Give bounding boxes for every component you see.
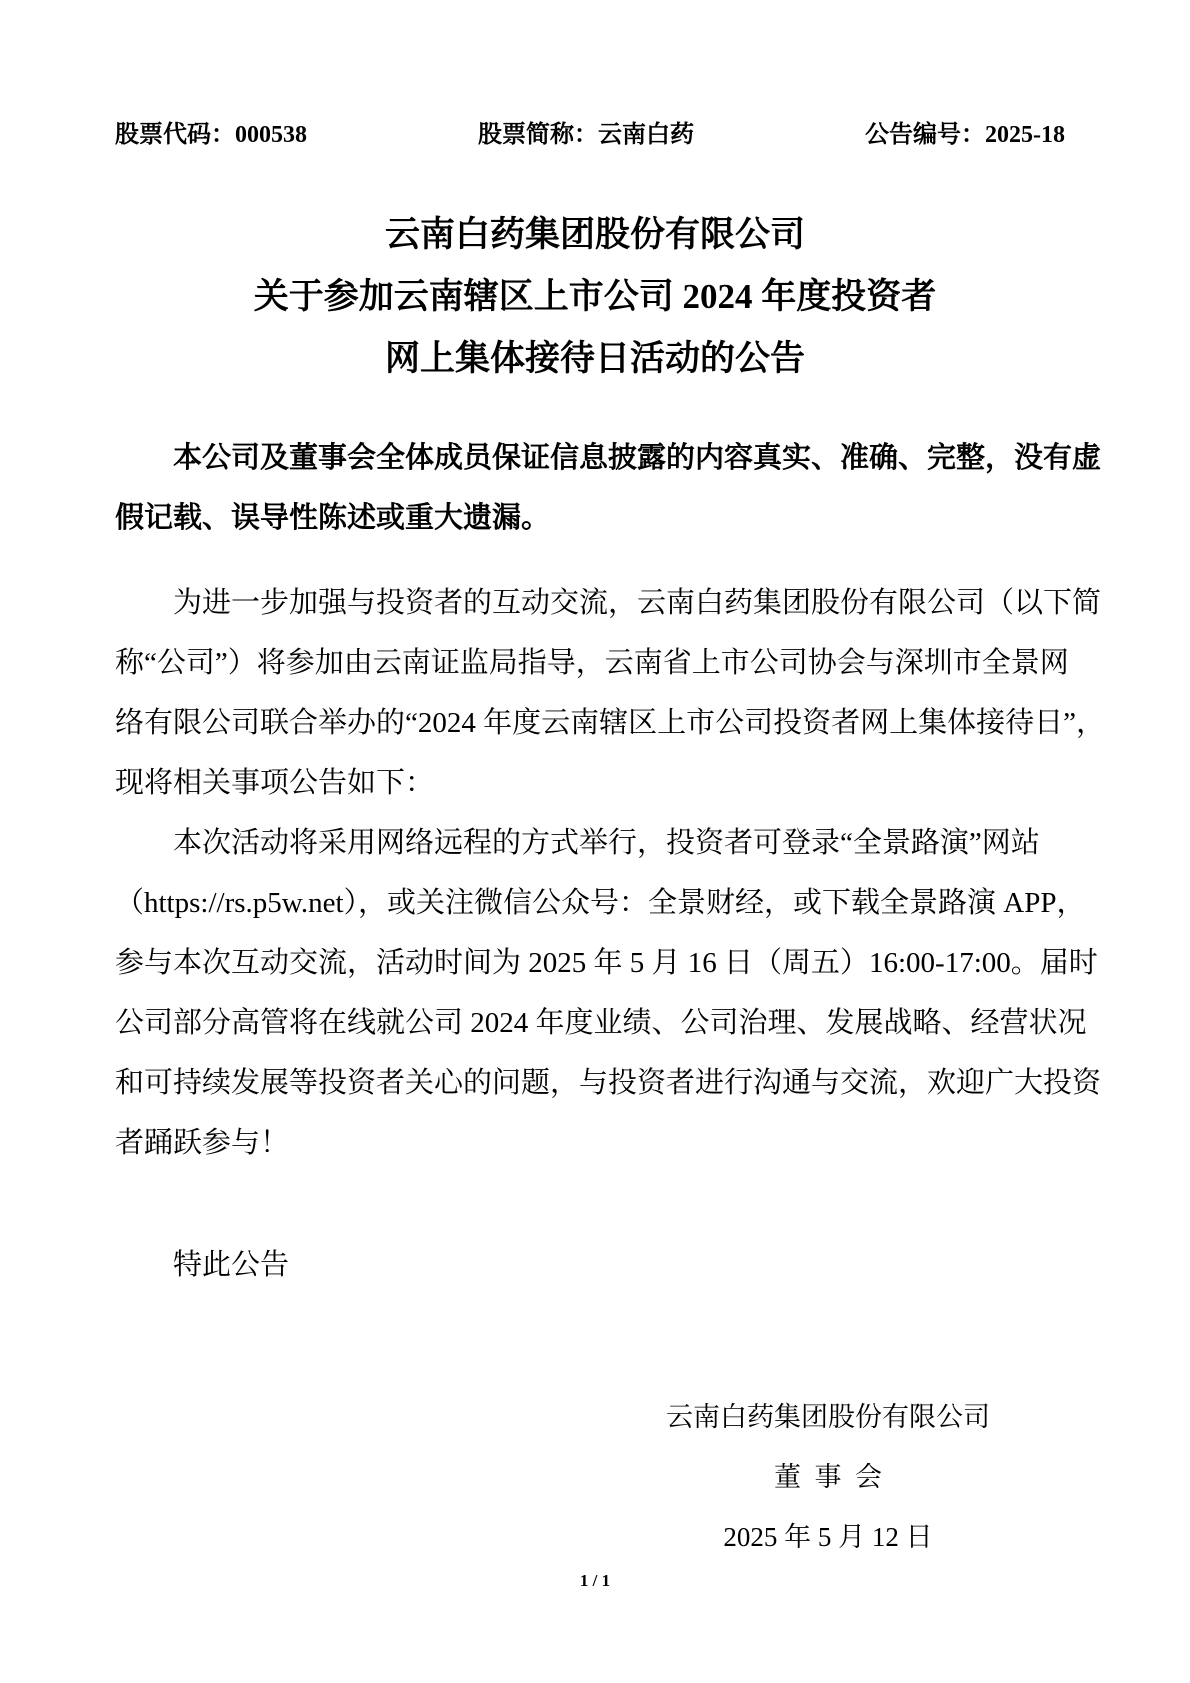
title-line-1: 云南白药集团股份有限公司 [384,215,805,254]
disclaimer-line: 假记载、误导性陈述或重大遗漏。 [115,502,551,534]
title-line-2: 关于参加云南辖区上市公司 2024 年度投资者 [253,277,937,316]
document-header [115,116,1075,154]
paragraph-event-details [115,813,1102,1173]
disclaimer-paragraph [115,428,1102,548]
closing-line: 特此公告 [173,1249,290,1281]
stock-code: 股票代码：000538 [115,122,307,148]
stock-short-name: 股票简称：云南白药 [478,122,694,148]
body-line: 现将相关事项公告如下： [115,767,435,799]
body-line: 者踊跃参与！ [115,1127,290,1159]
document-title [115,204,1075,390]
signature-block [663,1387,993,1567]
signature-board: 董 事 会 [774,1462,882,1492]
announcement-number: 公告编号：2025-18 [865,122,1065,148]
body-line: 参与本次互动交流，活动时间为 2025 年 5 月 16 日（周五）16:00-17:00。届时 [115,947,1098,979]
page-footer [0,1571,1190,1591]
page-number: 1 / 1 [579,1571,611,1590]
signature-company: 云南白药集团股份有限公司 [666,1402,990,1432]
body-line-url: （https://rs.p5w.net），或关注微信公众号：全景财经，或下载全景路演 APP， [115,887,1086,919]
body-line: 和可持续发展等投资者关心的问题，与投资者进行沟通与交流，欢迎广大投资 [115,1067,1102,1099]
body-line: 公司部分高管将在线就公司 2024 年度业绩、公司治理、发展战略、经营状况 [115,1007,1087,1039]
body-line: 为进一步加强与投资者的互动交流，云南白药集团股份有限公司（以下简 [173,587,1102,619]
body-line: 本次活动将采用网络远程的方式举行，投资者可登录“全景路演”网站 [173,827,1040,859]
body-line: 络有限公司联合举办的“2024 年度云南辖区上市公司投资者网上集体接待日”， [115,707,1105,739]
closing-statement [115,1235,1075,1295]
body-text [115,573,1105,1173]
signature-date: 2025 年 5 月 12 日 [723,1522,933,1552]
title-line-3: 网上集体接待日活动的公告 [384,339,805,378]
disclaimer-line: 本公司及董事会全体成员保证信息披露的内容真实、准确、完整，没有虚 [173,442,1102,474]
paragraph-intro [115,573,1105,813]
body-line: 称“公司”）将参加由云南证监局指导，云南省上市公司协会与深圳市全景网 [115,647,1069,679]
